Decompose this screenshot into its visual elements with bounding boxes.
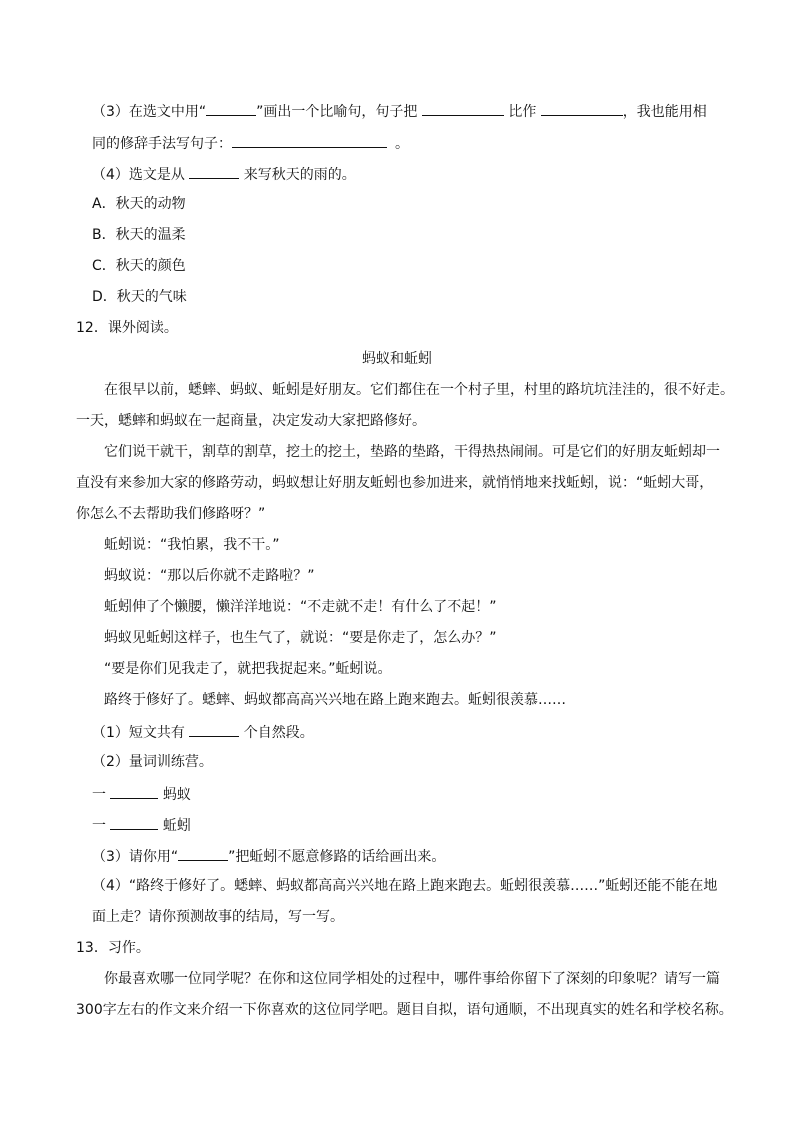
answer-blank[interactable] [206,100,256,116]
answer-blank[interactable] [232,132,387,148]
option-c[interactable]: C．秋天的颜色 [92,258,186,274]
story-para2-line3: 你怎么不去帮助我们修路呀？” [76,506,266,522]
story-para2-line1: 它们说干就干，割草的割草，挖土的挖土，垫路的垫路，干得热热闹闹。可是它们的好朋友蚯蚓却一 [104,444,720,460]
answer-blank[interactable] [189,721,239,737]
q11-sub4-text1: （4）选文是从 [92,167,190,183]
story-para1-line1: 在很早以前，蟋蟀、蚂蚁、蚯蚓是好朋友。它们都住在一个村子里，村里的路坑坑洼洼的，很不好走。 [104,382,734,398]
option-a[interactable]: A．秋天的动物 [92,196,186,212]
q12-header: 12．课外阅读。 [76,320,178,336]
answer-blank[interactable] [110,814,158,830]
story-para1-line2: 一天，蟋蟀和蚂蚁在一起商量，决定发动大家把路修好。 [76,413,426,429]
story-para8: 路终于修好了。蟋蟀、蚂蚁都高高兴兴地在路上跑来跑去。蚯蚓很羡慕…… [104,692,566,708]
q11-sub3-end: 。 [395,136,409,152]
measure-noun: 蚂蚁 [158,787,191,803]
option-d[interactable]: D．秋天的气味 [92,289,187,305]
q11-sub3-text4: ，我也能用相 [622,104,707,120]
q11-sub3-line1 [92,100,707,122]
measure-word-earthworm [92,814,191,836]
measure-prefix: 一 [92,787,111,803]
answer-blank[interactable] [178,845,228,861]
q12-sub3-text1: （3）请你用“ [92,849,179,865]
story-para5: 蚯蚓伸了个懒腰，懒洋洋地说：“不走就不走！有什么了不起！” [104,599,497,615]
answer-blank[interactable] [110,783,158,799]
q12-sub1-text1: （1）短文共有 [92,725,190,741]
story-para7: “要是你们见我走了，就把我捉起来。”蚯蚓说。 [104,661,392,677]
q13-body-line1: 你最喜欢哪一位同学呢？在你和这位同学相处的过程中，哪件事给你留下了深刻的印象呢？请写一篇 [104,971,720,987]
answer-blank[interactable] [422,100,504,116]
q12-sub2: （2）量词训练营。 [92,754,213,770]
q11-sub3-line2 [92,132,409,154]
q11-sub3-text5: 同的修辞手法写句子： [92,136,232,152]
q12-sub4-line2: 面上走？请你预测故事的结局，写一写。 [92,909,344,925]
q12-sub1-text2: 个自然段。 [239,725,314,741]
q11-sub3-text3: 比作 [503,104,541,120]
measure-prefix: 一 [92,818,111,834]
answer-blank[interactable] [541,100,623,116]
story-title: 蚂蚁和蚯蚓 [362,351,432,367]
q13-header: 13．习作。 [76,940,150,956]
q12-sub3 [92,845,445,867]
measure-word-ant [92,783,191,805]
story-para6: 蚂蚁见蚯蚓这样子，也生气了，就说：“要是你走了，怎么办？” [104,630,497,646]
q11-sub3-text2: ”画出一个比喻句，句子把 [256,104,422,120]
q11-sub4-text2: 来写秋天的雨的。 [239,167,356,183]
measure-noun: 蚯蚓 [158,818,191,834]
q11-sub4 [92,163,356,185]
story-para3: 蚯蚓说：“我怕累，我不干。” [104,537,280,553]
q11-sub3-text1: （3）在选文中用“ [92,104,207,120]
q12-sub4-line1: （4）“路终于修好了。蟋蟀、蚂蚁都高高兴兴地在路上跑来跑去。蚯蚓很羡慕……”蚯蚓还能不能在地 [92,878,718,894]
q12-sub1 [92,721,314,743]
option-b[interactable]: B．秋天的温柔 [92,227,186,243]
answer-blank[interactable] [189,163,239,179]
story-para4: 蚂蚁说：“那以后你就不走路啦？” [104,568,315,584]
story-para2-line2: 直没有来参加大家的修路劳动，蚂蚁想让好朋友蚯蚓也参加进来，就悄悄地来找蚯蚓，说：“蚯蚓大哥， [76,475,714,491]
q12-sub3-text2: ”把蚯蚓不愿意修路的话给画出来。 [228,849,446,865]
q13-body-line2: 300字左右的作文来介绍一下你喜欢的这位同学吧。题目自拟，语句通顺，不出现真实的姓名和学校名称。 [76,1002,733,1018]
